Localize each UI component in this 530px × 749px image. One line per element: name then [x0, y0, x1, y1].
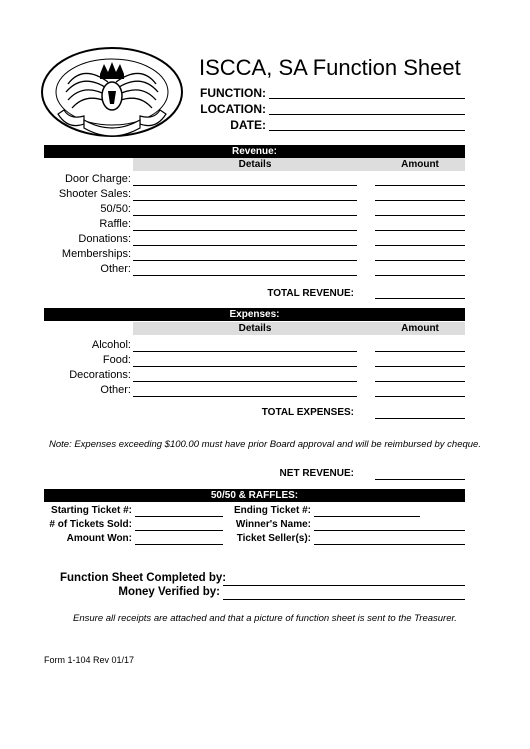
expenses-row-label: Food:: [102, 354, 131, 366]
revenue-details-header: Details: [238, 159, 272, 170]
revenue-row-details-field[interactable]: [133, 245, 357, 246]
revenue-amount-header: Amount: [401, 159, 439, 170]
ending-ticket-field[interactable]: [314, 516, 420, 517]
expenses-details-header: Details: [238, 323, 272, 334]
expenses-row-amount-field[interactable]: [375, 381, 465, 382]
date-label: DATE:: [230, 118, 266, 132]
expenses-row-amount-field[interactable]: [375, 366, 465, 367]
expenses-row-amount-field[interactable]: [375, 396, 465, 397]
expenses-row-label: Other:: [100, 384, 131, 396]
expenses-amount-header: Amount: [401, 323, 439, 334]
expenses-row-label: Decorations:: [69, 369, 131, 381]
revenue-row-amount-field[interactable]: [375, 215, 465, 216]
expense-approval-note: Note: Expenses exceeding $100.00 must have prior Board approval and will be reimbursed by cheque.: [49, 439, 481, 450]
total-revenue-field[interactable]: [375, 298, 465, 299]
revenue-row-label: Memberships:: [61, 248, 131, 260]
function-label: FUNCTION:: [200, 86, 266, 100]
expenses-row-details-field[interactable]: [133, 381, 357, 382]
revenue-row-details-field[interactable]: [133, 230, 357, 231]
winners-name-field[interactable]: [314, 530, 465, 531]
expenses-section-bar: Expenses:: [44, 308, 465, 321]
revenue-section-bar: Revenue:: [44, 145, 465, 158]
amount-won-field[interactable]: [135, 544, 223, 545]
ticket-sellers-label: Ticket Seller(s):: [236, 533, 311, 544]
expenses-row-label: Alcohol:: [91, 339, 131, 351]
revenue-row-details-field[interactable]: [133, 200, 357, 201]
revenue-row-label: Other:: [100, 263, 131, 275]
court-seal-logo: [38, 44, 186, 142]
starting-ticket-field[interactable]: [135, 516, 223, 517]
ticket-sellers-field[interactable]: [314, 544, 465, 545]
revenue-row-amount-field[interactable]: [375, 230, 465, 231]
location-label: LOCATION:: [200, 102, 266, 116]
ending-ticket-label: Ending Ticket #:: [233, 505, 311, 516]
revenue-row-details-field[interactable]: [133, 185, 357, 186]
revenue-row-label: Door Charge:: [64, 173, 131, 185]
raffles-section-bar: 50/50 & RAFFLES:: [44, 489, 465, 502]
revenue-row-label: 50/50:: [100, 203, 131, 215]
page-title: ISCCA, SA Function Sheet: [199, 55, 461, 80]
completed-by-label: Function Sheet Completed by:: [60, 572, 227, 584]
total-revenue-label: TOTAL REVENUE:: [267, 288, 354, 299]
expenses-row-amount-field[interactable]: [375, 351, 465, 352]
net-revenue-field[interactable]: [375, 479, 465, 480]
tickets-sold-label: # of Tickets Sold:: [49, 519, 132, 530]
total-expenses-label: TOTAL EXPENSES:: [261, 407, 354, 418]
revenue-row-details-field[interactable]: [133, 275, 357, 276]
amount-won-label: Amount Won:: [66, 533, 132, 544]
tickets-sold-field[interactable]: [135, 530, 223, 531]
revenue-row-details-field[interactable]: [133, 215, 357, 216]
revenue-row-amount-field[interactable]: [375, 275, 465, 276]
net-revenue-label: NET REVENUE:: [279, 468, 354, 479]
revenue-row-details-field[interactable]: [133, 260, 357, 261]
expenses-row-details-field[interactable]: [133, 366, 357, 367]
expenses-row-details-field[interactable]: [133, 351, 357, 352]
winners-name-label: Winner's Name:: [235, 519, 311, 530]
expenses-row-details-field[interactable]: [133, 396, 357, 397]
revenue-row-amount-field[interactable]: [375, 245, 465, 246]
revenue-row-amount-field[interactable]: [375, 200, 465, 201]
verified-by-field[interactable]: [223, 599, 465, 600]
revenue-row-amount-field[interactable]: [375, 185, 465, 186]
starting-ticket-label: Starting Ticket #:: [51, 505, 132, 516]
verified-by-label: Money Verified by:: [118, 586, 220, 598]
revenue-row-label: Shooter Sales:: [58, 188, 131, 200]
location-field[interactable]: [269, 114, 465, 115]
receipts-note: Ensure all receipts are attached and that a picture of function sheet is sent to the Treasurer.: [73, 613, 457, 624]
form-number: Form 1-104 Rev 01/17: [44, 655, 135, 665]
revenue-row-label: Raffle:: [99, 218, 131, 230]
revenue-row-amount-field[interactable]: [375, 260, 465, 261]
date-field[interactable]: [269, 130, 465, 131]
function-field[interactable]: [269, 98, 465, 99]
completed-by-field[interactable]: [223, 585, 465, 586]
total-expenses-field[interactable]: [375, 418, 465, 419]
revenue-row-label: Donations:: [78, 233, 131, 245]
